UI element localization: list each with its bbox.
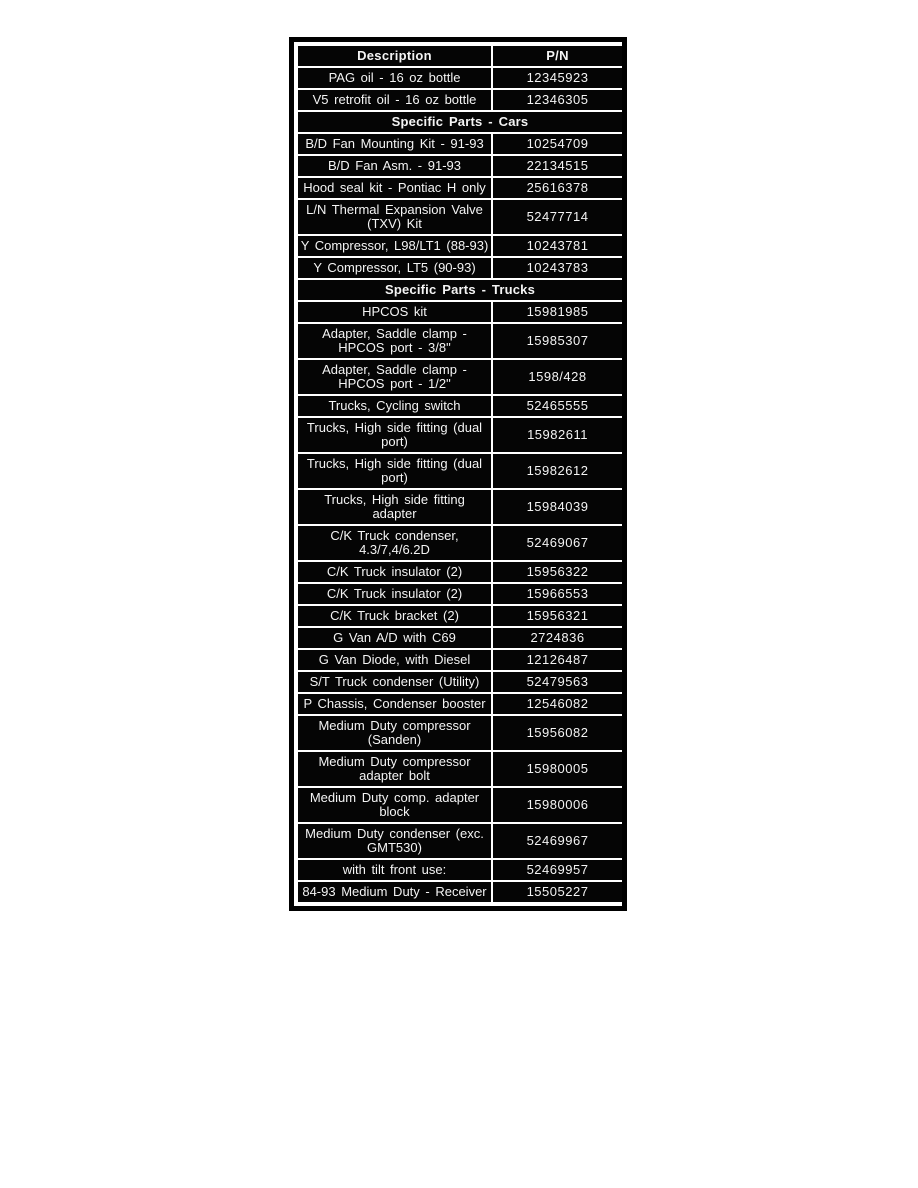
table-row bbox=[298, 90, 622, 110]
description-cell: S/T Truck condenser (Utility) bbox=[298, 672, 491, 692]
table-row bbox=[298, 324, 622, 358]
section-row bbox=[298, 112, 622, 132]
part-number-cell: 52469067 bbox=[493, 526, 622, 560]
part-number-cell: 15980005 bbox=[493, 752, 622, 786]
table-row bbox=[298, 418, 622, 452]
table-row bbox=[298, 258, 622, 278]
description-cell: G Van Diode, with Diesel bbox=[298, 650, 491, 670]
part-number-cell: 52469967 bbox=[493, 824, 622, 858]
part-number-cell: 10243781 bbox=[493, 236, 622, 256]
description-cell: C/K Truck condenser, 4.3/7,4/6.2D bbox=[298, 526, 491, 560]
part-number-cell: 15985307 bbox=[493, 324, 622, 358]
part-number-cell: 2724836 bbox=[493, 628, 622, 648]
description-cell: Trucks, High side fitting (dual port) bbox=[298, 454, 491, 488]
part-number-cell: 15982611 bbox=[493, 418, 622, 452]
table-header-pn: P/N bbox=[493, 46, 622, 66]
description-cell: Medium Duty comp. adapter block bbox=[298, 788, 491, 822]
table-row bbox=[298, 134, 622, 154]
part-number-cell: 12345923 bbox=[493, 68, 622, 88]
table-row bbox=[298, 716, 622, 750]
description-cell: G Van A/D with C69 bbox=[298, 628, 491, 648]
table-row bbox=[298, 824, 622, 858]
description-cell: Medium Duty compressor (Sanden) bbox=[298, 716, 491, 750]
table-row bbox=[298, 360, 622, 394]
description-cell: Medium Duty condenser (exc. GMT530) bbox=[298, 824, 491, 858]
table-row bbox=[298, 650, 622, 670]
table-row bbox=[298, 68, 622, 88]
part-number-cell: 12126487 bbox=[493, 650, 622, 670]
description-cell: P Chassis, Condenser booster bbox=[298, 694, 491, 714]
part-number-cell: 12346305 bbox=[493, 90, 622, 110]
table-row bbox=[298, 396, 622, 416]
part-number-cell: 15966553 bbox=[493, 584, 622, 604]
table-row bbox=[298, 606, 622, 626]
table-row bbox=[298, 882, 622, 902]
description-cell: C/K Truck insulator (2) bbox=[298, 562, 491, 582]
table-row bbox=[298, 788, 622, 822]
description-cell: Y Compressor, L98/LT1 (88-93) bbox=[298, 236, 491, 256]
table-row bbox=[298, 526, 622, 560]
description-cell: Hood seal kit - Pontiac H only bbox=[298, 178, 491, 198]
description-cell: PAG oil - 16 oz bottle bbox=[298, 68, 491, 88]
part-number-cell: 10254709 bbox=[493, 134, 622, 154]
part-number-cell: 15981985 bbox=[493, 302, 622, 322]
description-cell: B/D Fan Asm. - 91-93 bbox=[298, 156, 491, 176]
table-row bbox=[298, 236, 622, 256]
description-cell: Trucks, High side fitting (dual port) bbox=[298, 418, 491, 452]
part-number-cell: 25616378 bbox=[493, 178, 622, 198]
description-cell: L/N Thermal Expansion Valve (TXV) Kit bbox=[298, 200, 491, 234]
part-number-cell: 15956322 bbox=[493, 562, 622, 582]
description-cell: Adapter, Saddle clamp - HPCOS port - 1/2" bbox=[298, 360, 491, 394]
table-row bbox=[298, 490, 622, 524]
part-number-cell: 22134515 bbox=[493, 156, 622, 176]
part-number-cell: 12546082 bbox=[493, 694, 622, 714]
table-row bbox=[298, 200, 622, 234]
part-number-cell: 15956321 bbox=[493, 606, 622, 626]
section-row bbox=[298, 280, 622, 300]
part-number-cell: 15956082 bbox=[493, 716, 622, 750]
description-cell: C/K Truck insulator (2) bbox=[298, 584, 491, 604]
part-number-cell: 52465555 bbox=[493, 396, 622, 416]
section-label: Specific Parts - Trucks bbox=[298, 280, 622, 300]
table-header-description: Description bbox=[298, 46, 491, 66]
table-row bbox=[298, 178, 622, 198]
part-number-cell: 1598/428 bbox=[493, 360, 622, 394]
part-number-cell: 15982612 bbox=[493, 454, 622, 488]
part-number-cell: 52479563 bbox=[493, 672, 622, 692]
description-cell: Adapter, Saddle clamp - HPCOS port - 3/8" bbox=[298, 324, 491, 358]
description-cell: Y Compressor, LT5 (90-93) bbox=[298, 258, 491, 278]
part-number-cell: 15505227 bbox=[493, 882, 622, 902]
table-row bbox=[298, 156, 622, 176]
part-number-cell: 52477714 bbox=[493, 200, 622, 234]
description-cell: with tilt front use: bbox=[298, 860, 491, 880]
table-row bbox=[298, 562, 622, 582]
description-cell: Trucks, Cycling switch bbox=[298, 396, 491, 416]
description-cell: V5 retrofit oil - 16 oz bottle bbox=[298, 90, 491, 110]
description-cell: HPCOS kit bbox=[298, 302, 491, 322]
part-number-cell: 15980006 bbox=[493, 788, 622, 822]
table-row bbox=[298, 860, 622, 880]
description-cell: C/K Truck bracket (2) bbox=[298, 606, 491, 626]
parts-table-body bbox=[298, 68, 622, 902]
part-number-cell: 10243783 bbox=[493, 258, 622, 278]
description-cell: 84-93 Medium Duty - Receiver bbox=[298, 882, 491, 902]
parts-table bbox=[296, 44, 624, 904]
table-row bbox=[298, 672, 622, 692]
description-cell: Medium Duty compressor adapter bolt bbox=[298, 752, 491, 786]
section-label: Specific Parts - Cars bbox=[298, 112, 622, 132]
description-cell: B/D Fan Mounting Kit - 91-93 bbox=[298, 134, 491, 154]
part-number-cell: 15984039 bbox=[493, 490, 622, 524]
parts-table-frame bbox=[289, 37, 627, 911]
table-row bbox=[298, 454, 622, 488]
table-row bbox=[298, 694, 622, 714]
table-header-row bbox=[298, 46, 622, 66]
part-number-cell: 52469957 bbox=[493, 860, 622, 880]
table-row bbox=[298, 584, 622, 604]
description-cell: Trucks, High side fitting adapter bbox=[298, 490, 491, 524]
table-row bbox=[298, 628, 622, 648]
table-row bbox=[298, 752, 622, 786]
table-row bbox=[298, 302, 622, 322]
